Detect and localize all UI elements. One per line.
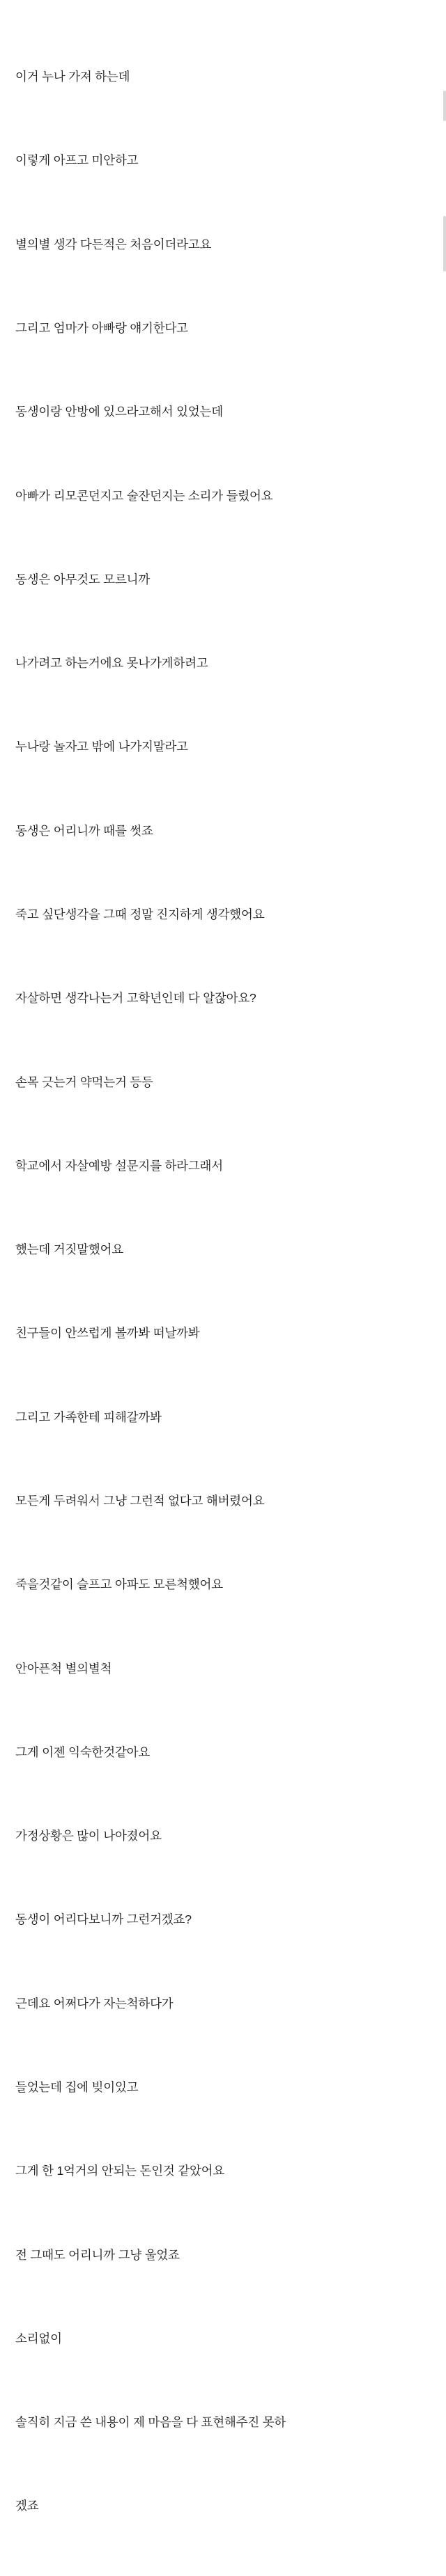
text-line: 소리없이 xyxy=(15,2331,62,2345)
text-line: 동생이랑 안방에 있으라고해서 있었는데 xyxy=(15,405,223,419)
text-line: 나가려고 하는거에요 못나가게하려고 xyxy=(15,656,208,671)
text-line: 학교에서 자살예방 설문지를 하라그래서 xyxy=(15,1158,223,1173)
text-line: 죽고 싶단생각을 그때 정말 진지하게 생각했어요 xyxy=(15,907,265,921)
text-line: 자살하면 생각나는거 고학년인데 다 알잖아요? xyxy=(15,991,256,1006)
document-text-body xyxy=(15,7,429,2576)
text-line: 솔직히 지금 쓴 내용이 제 마음을 다 표현해주진 못하 xyxy=(15,2415,286,2430)
text-line: 그리고 가족한테 피해갈까봐 xyxy=(15,1410,162,1424)
scroll-edge-mark xyxy=(443,91,446,121)
text-line: 그게 한 1억거의 안되는 돈인것 같았어요 xyxy=(15,2164,225,2178)
text-line: 전 그때도 어리니까 그냥 울었죠 xyxy=(15,2247,180,2262)
text-line: 동생은 아무것도 모르니까 xyxy=(15,572,151,586)
text-line: 근데요 어쩌다가 자는척하다가 xyxy=(15,1996,174,2011)
text-line: 겠죠 xyxy=(15,2499,39,2513)
text-line: 별의별 생각 다든적은 처음이더라고요 xyxy=(15,237,212,251)
scroll-edge-mark xyxy=(443,216,446,272)
text-line: 그리고 엄마가 아빠랑 얘기한다고 xyxy=(15,321,188,336)
text-line: 가정상황은 많이 나아졌어요 xyxy=(15,1829,162,1843)
text-line: 누나랑 놀자고 밖에 나가지말라고 xyxy=(15,740,188,754)
text-line: 아빠가 리모콘던지고 술잔던지는 소리가 들렸어요 xyxy=(15,488,273,503)
text-line: 그게 이젠 익숙한것같아요 xyxy=(15,1744,151,1759)
text-line: 들었는데 집에 빚이있고 xyxy=(15,2079,139,2094)
text-line: 손목 긋는거 약먹는거 등등 xyxy=(15,1075,153,1089)
text-line: 동생은 어리니까 때를 썻죠 xyxy=(15,823,153,838)
text-line: 했는데 거짓말했어요 xyxy=(15,1242,124,1257)
text-line: 안아픈척 별의별척 xyxy=(15,1661,112,1676)
text-line: 동생이 어리다보니까 그런거겠죠? xyxy=(15,1912,192,1927)
text-line: 모든게 두려워서 그냥 그런적 없다고 해버렸어요 xyxy=(15,1493,265,1508)
text-line: 죽을것같이 슬프고 아파도 모른척했어요 xyxy=(15,1577,223,1592)
text-line: 이거 누나 가져 하는데 xyxy=(15,70,130,84)
scroll-edge-marks xyxy=(440,0,446,844)
text-line: 친구들이 안쓰럽게 볼까봐 떠날까봐 xyxy=(15,1326,200,1341)
text-line: 이렇게 아프고 미안하고 xyxy=(15,153,139,168)
